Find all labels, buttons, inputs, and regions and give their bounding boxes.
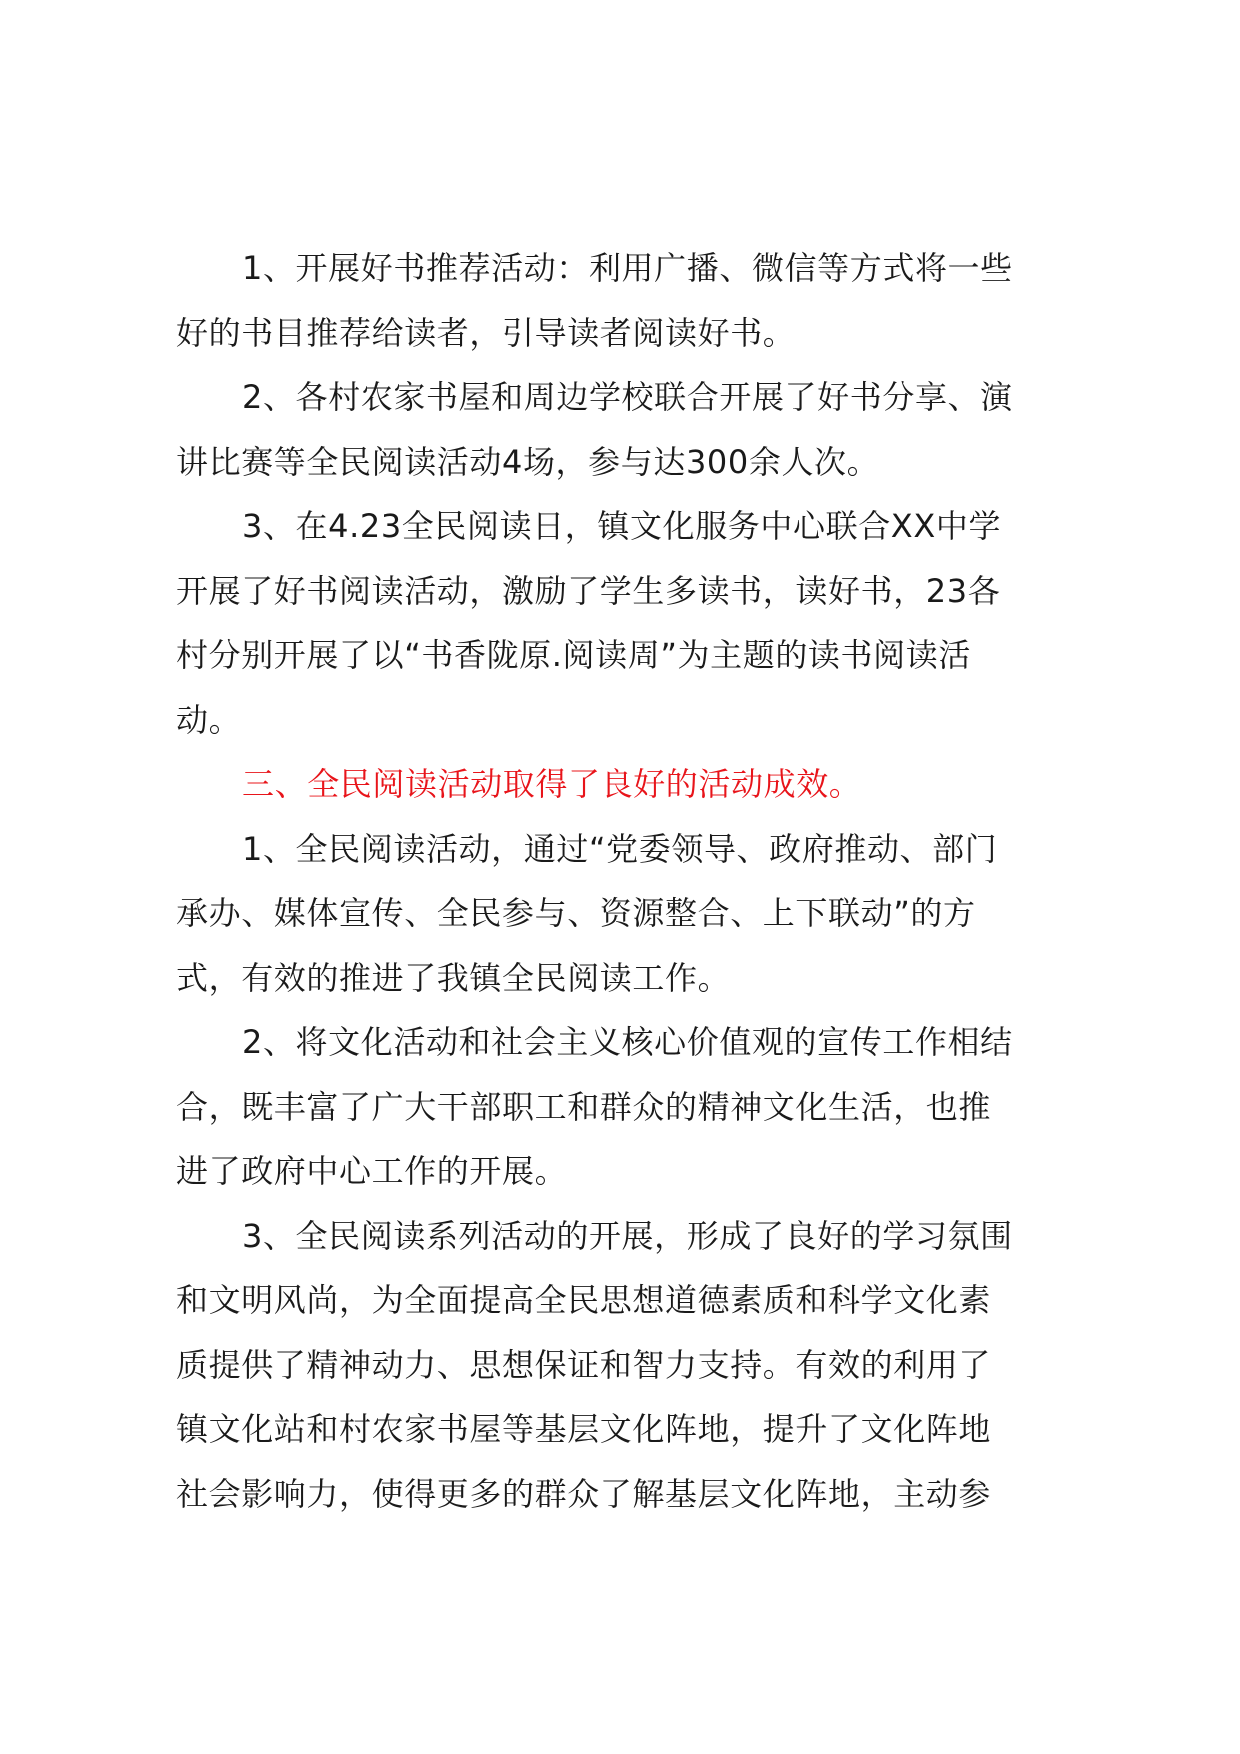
paragraph-line: 动。: [176, 700, 242, 739]
paragraph-line: 村分别开展了以“书香陇原.阅读周”为主题的读书阅读活: [176, 636, 971, 674]
paragraph-line: 合，既丰富了广大干部职工和群众的精神文化生活，也推: [176, 1087, 992, 1126]
paragraph-line: 3、全民阅读系列活动的开展，形成了良好的学习氛围: [242, 1216, 1013, 1255]
paragraph-line: 好的书目推荐给读者，引导读者阅读好书。: [176, 313, 796, 352]
paragraph-line: 镇文化站和村农家书屋等基层文化阵地，提升了文化阵地: [176, 1410, 992, 1448]
paragraph-line: 1、开展好书推荐活动：利用广播、微信等方式将一些: [242, 249, 1013, 287]
paragraph-line: 2、各村农家书屋和周边学校联合开展了好书分享、演: [242, 378, 1013, 416]
paragraph-line: 开展了好书阅读活动，激励了学生多读书，读好书，23各: [176, 571, 1001, 610]
document-body: [176, 236, 1102, 1526]
paragraph-line: 质提供了精神动力、思想保证和智力支持。有效的利用了: [176, 1345, 992, 1384]
paragraph-line: 1、全民阅读活动，通过“党委领导、政府推动、部门: [242, 829, 998, 868]
paragraph-line: 社会影响力，使得更多的群众了解基层文化阵地，主动参: [176, 1474, 992, 1513]
paragraph-line: 承办、媒体宣传、全民参与、资源整合、上下联动”的方: [176, 894, 976, 932]
paragraph-line: 讲比赛等全民阅读活动4场，参与达300余人次。: [176, 442, 880, 481]
paragraph-line: 和文明风尚，为全面提高全民思想道德素质和科学文化素: [176, 1281, 992, 1319]
paragraph-line: 3、在4.23全民阅读日，镇文化服务中心联合XX中学: [242, 507, 1002, 545]
section-heading: 三、全民阅读活动取得了良好的活动成效。: [242, 765, 862, 803]
paragraph-line: 进了政府中心工作的开展。: [176, 1152, 568, 1190]
paragraph-line: 2、将文化活动和社会主义核心价值观的宣传工作相结: [242, 1023, 1013, 1061]
paragraph-line: 式，有效的推进了我镇全民阅读工作。: [176, 958, 731, 997]
